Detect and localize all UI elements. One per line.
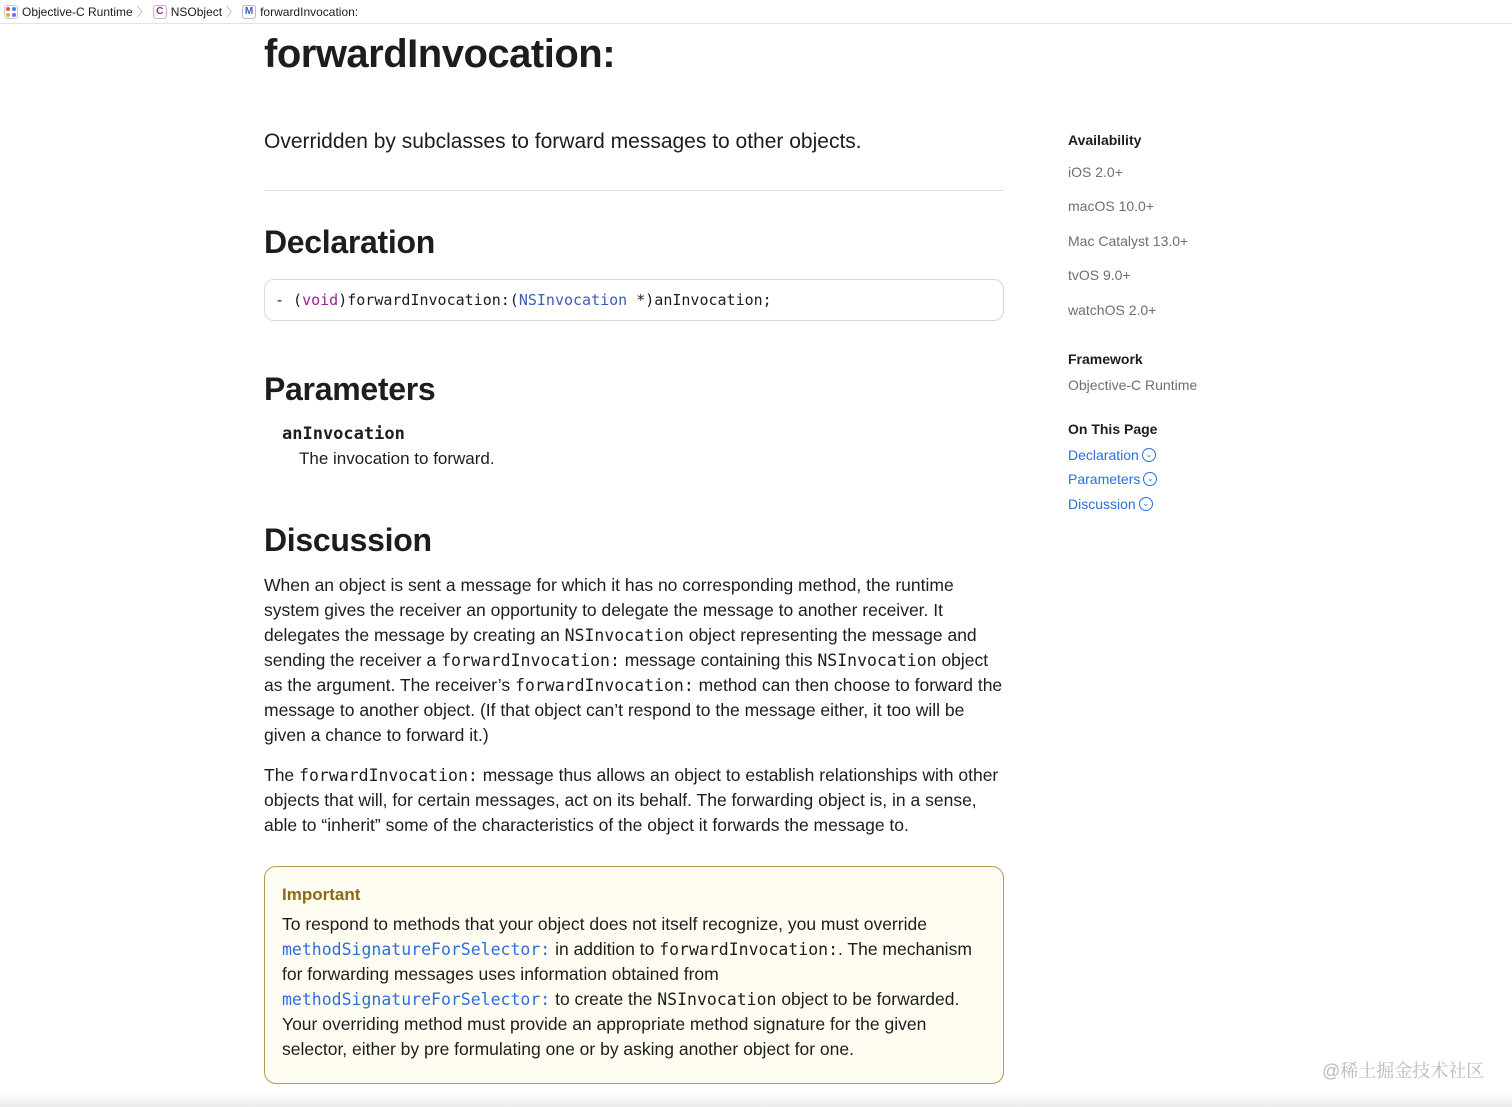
- code-forwardinvocation: forwardInvocation:: [441, 651, 620, 670]
- decl-prefix: - (: [275, 291, 303, 309]
- important-note: [264, 866, 1004, 1084]
- link-method-signature-for-selector[interactable]: methodSignatureForSelector:: [282, 940, 551, 959]
- toc-link-label: Declaration: [1068, 447, 1139, 463]
- text: object representing the message and sending the receiver a: [264, 625, 977, 670]
- on-this-page-heading: On This Page: [1068, 421, 1158, 437]
- parameters-heading: Parameters: [264, 371, 436, 407]
- discussion-paragraph-2: [264, 763, 1004, 838]
- framework-heading: Framework: [1068, 351, 1143, 367]
- breadcrumb-label: NSObject: [170, 4, 223, 19]
- method-icon: M: [242, 5, 256, 19]
- page-title: forwardInvocation:: [264, 32, 616, 76]
- declaration-code: [264, 279, 1004, 321]
- parameter-description: The invocation to forward.: [299, 449, 495, 468]
- code-nsinvocation: NSInvocation: [817, 651, 937, 670]
- platform-mac-catalyst: Mac Catalyst 13.0+: [1068, 233, 1189, 249]
- important-body: [282, 912, 982, 1062]
- decl-return-type: void: [302, 291, 339, 309]
- breadcrumb-label: Objective-C Runtime: [22, 4, 133, 19]
- platform-watchos: watchOS 2.0+: [1068, 302, 1157, 318]
- text: method can then choose to forward the message to another object. (If that object can’t respond to the message either, it too will be given a chance to forward it.): [264, 675, 1003, 745]
- class-icon: C: [153, 5, 167, 19]
- discussion-paragraph-1: [264, 573, 1004, 748]
- text: When an object is sent a message for which it has no corresponding method, the runtime system gives the receiver an opportunity to delegate the message to another receiver. It delegates the message by creating an: [264, 575, 954, 645]
- toc-link-label: Parameters: [1068, 471, 1141, 487]
- code-nsinvocation: NSInvocation: [657, 990, 777, 1009]
- parameter-name: anInvocation: [282, 424, 405, 444]
- breadcrumb-item-framework[interactable]: [4, 5, 133, 19]
- text: . The mechanism for forwarding messages uses information obtained from: [282, 939, 972, 984]
- code-forwardinvocation: forwardInvocation:: [514, 676, 694, 695]
- text: to create the: [550, 989, 658, 1009]
- chevron-down-circle-icon: ⌄: [1143, 472, 1157, 486]
- text: message thus allows an object to establish relationships with other objects that will, for certain messages, act on its behalf. The forwarding object is, in a sense, able to “inherit” some of the characteristics of the object it forwards the message to.: [264, 765, 999, 835]
- toc-link-discussion[interactable]: [1068, 496, 1153, 512]
- platform-tvos: tvOS 9.0+: [1068, 267, 1131, 283]
- text: To respond to methods that your object does not itself recognize, you must override: [282, 914, 927, 934]
- text: message containing this: [619, 650, 818, 670]
- toc-link-parameters[interactable]: [1068, 471, 1157, 487]
- text: in addition to: [550, 939, 660, 959]
- breadcrumb: [0, 0, 1512, 24]
- page-abstract: Overridden by subclasses to forward messages to other objects.: [264, 130, 862, 153]
- text: object to be forwarded. Your overriding method must provide an appropriate method signature for the given selector, either by pre formulating one or by asking another object for one.: [282, 989, 960, 1059]
- availability-heading: Availability: [1068, 132, 1142, 148]
- watermark: @稀土掘金技术社区: [1322, 1061, 1485, 1081]
- framework-icon: [4, 5, 18, 19]
- text: The: [264, 765, 300, 785]
- platform-ios: iOS 2.0+: [1068, 164, 1123, 180]
- link-method-signature-for-selector[interactable]: methodSignatureForSelector:: [282, 990, 551, 1009]
- text: object as the argument. The receiver’s: [264, 650, 989, 695]
- toc-link-declaration[interactable]: [1068, 447, 1156, 463]
- bottom-shadow: [0, 1093, 1512, 1107]
- code-forwardinvocation: forwardInvocation:: [659, 940, 838, 959]
- declaration-heading: Declaration: [264, 224, 435, 260]
- breadcrumb-item-class[interactable]: [153, 5, 222, 19]
- decl-method: )forwardInvocation:(: [338, 291, 519, 309]
- chevron-down-circle-icon: ⌄: [1139, 497, 1153, 511]
- divider: [264, 190, 1004, 191]
- breadcrumb-item-method[interactable]: [242, 5, 358, 19]
- code-forwardinvocation: forwardInvocation:: [299, 766, 478, 785]
- chevron-down-circle-icon: ⌄: [1142, 448, 1156, 462]
- framework-value: Objective-C Runtime: [1068, 377, 1198, 393]
- decl-suffix: *)anInvocation;: [627, 291, 772, 309]
- important-label: Important: [282, 885, 361, 904]
- discussion-heading: Discussion: [264, 522, 432, 558]
- platform-macos: macOS 10.0+: [1068, 198, 1154, 214]
- toc-link-label: Discussion: [1068, 496, 1136, 512]
- breadcrumb-label: forwardInvocation:: [260, 4, 359, 19]
- breadcrumb-separator: 〉: [136, 5, 149, 19]
- decl-param-type[interactable]: NSInvocation: [518, 291, 628, 309]
- breadcrumb-separator: 〉: [226, 5, 239, 19]
- code-nsinvocation: NSInvocation: [564, 626, 684, 645]
